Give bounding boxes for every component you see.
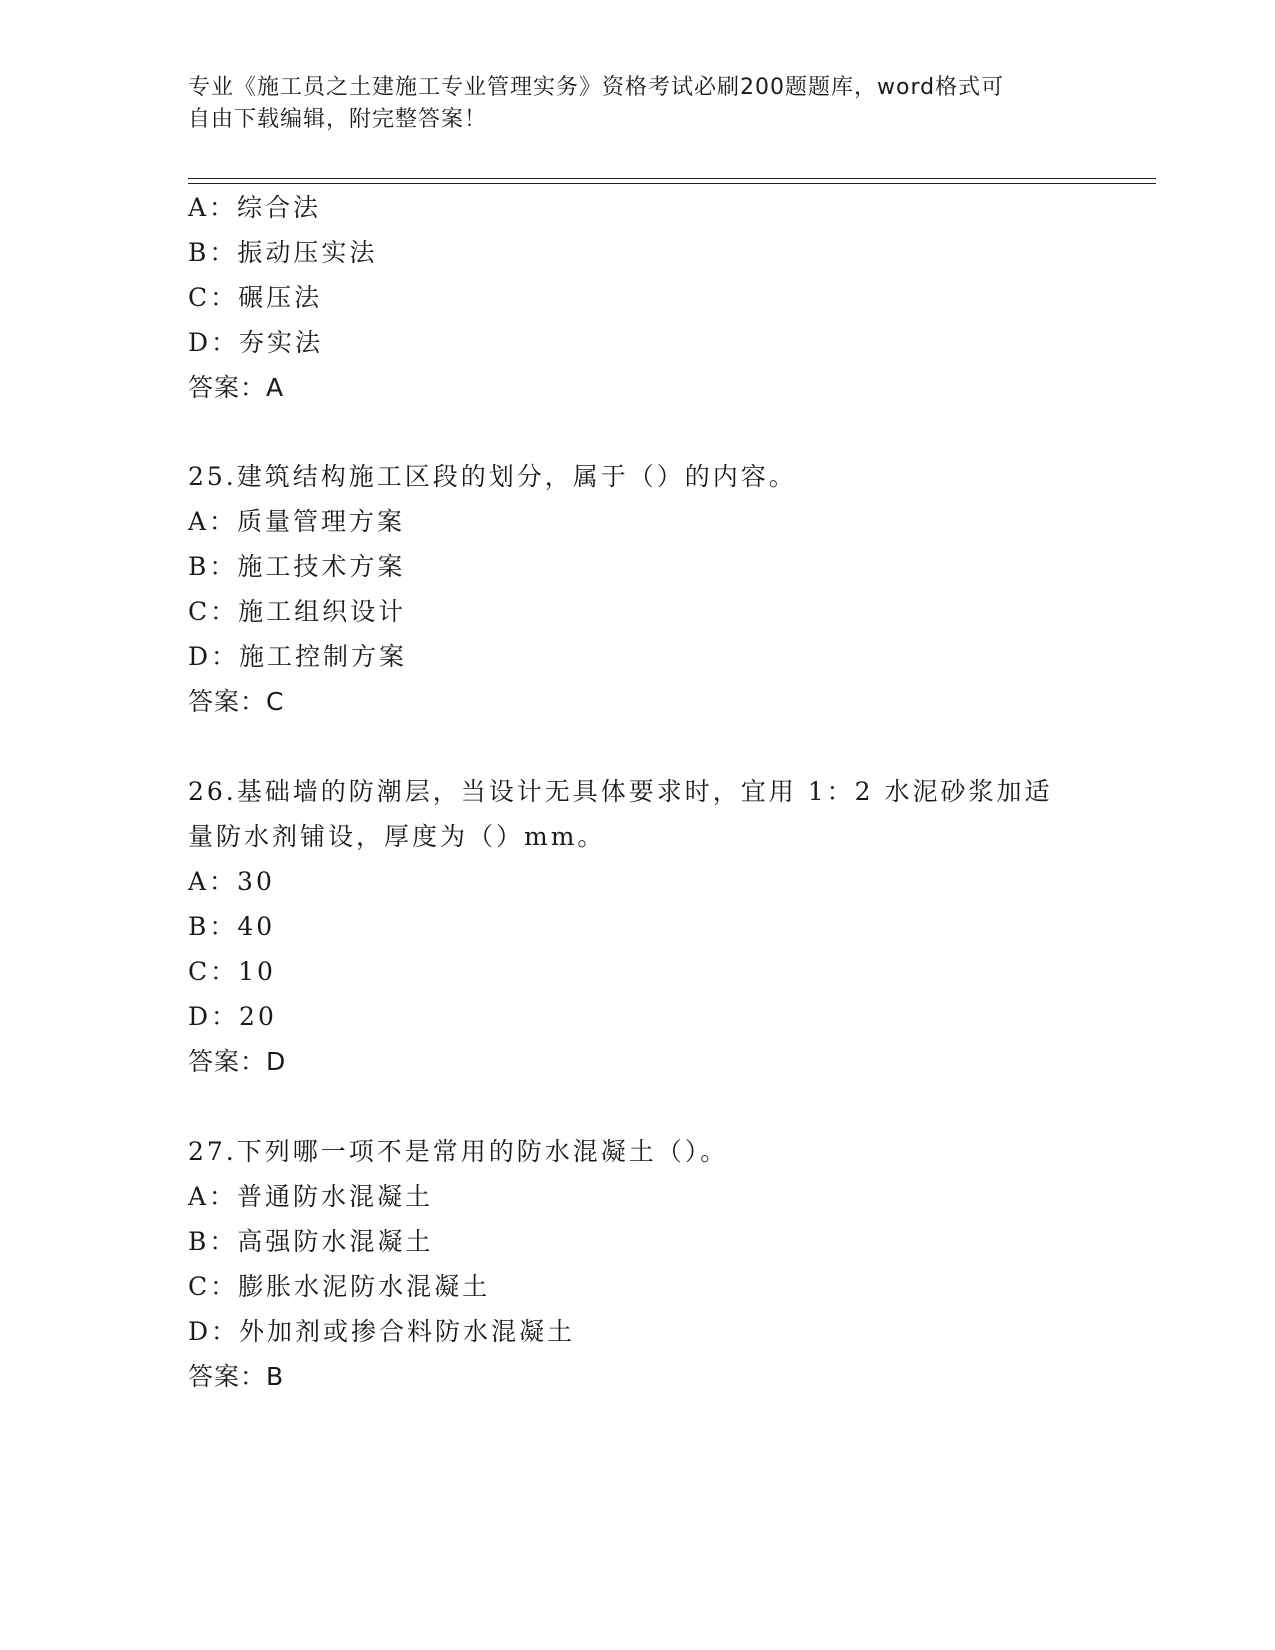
option-a: A：综合法 bbox=[188, 193, 322, 222]
answer-label: 答案：C bbox=[188, 687, 285, 716]
option-d: D：外加剂或掺合料防水混凝土 bbox=[188, 1317, 576, 1346]
option-a: A：30 bbox=[188, 867, 275, 896]
option-d: D：20 bbox=[188, 1002, 277, 1031]
option-b: B：振动压实法 bbox=[188, 238, 378, 267]
option-b: B：40 bbox=[188, 912, 276, 941]
question-text: 27.下列哪一项不是常用的防水混凝土（）。 bbox=[188, 1137, 729, 1166]
header-divider-bottom bbox=[188, 183, 1156, 184]
question-text: 25.建筑结构施工区段的划分，属于（）的内容。 bbox=[188, 462, 797, 491]
answer-label: 答案：A bbox=[188, 373, 285, 402]
option-c: C：施工组织设计 bbox=[188, 597, 407, 626]
option-b: B：高强防水混凝土 bbox=[188, 1227, 434, 1256]
option-b: B：施工技术方案 bbox=[188, 552, 406, 581]
option-d: D：施工控制方案 bbox=[188, 642, 408, 671]
option-d: D：夯实法 bbox=[188, 328, 324, 357]
header-line-2: 自由下载编辑，附完整答案！ bbox=[188, 107, 488, 132]
answer-label: 答案：B bbox=[188, 1362, 285, 1391]
answer-label: 答案：D bbox=[188, 1047, 287, 1076]
option-a: A：普通防水混凝土 bbox=[188, 1182, 434, 1211]
document-header bbox=[188, 72, 1088, 136]
option-c: C：膨胀水泥防水混凝土 bbox=[188, 1272, 491, 1301]
header-line-1: 专业《施工员之土建施工专业管理实务》资格考试必刷200题题库，word格式可 bbox=[188, 75, 1005, 100]
option-c: C：碾压法 bbox=[188, 283, 323, 312]
question-text-continued: 量防水剂铺设，厚度为（）mm。 bbox=[188, 822, 606, 851]
header-divider-top bbox=[188, 178, 1156, 179]
option-a: A：质量管理方案 bbox=[188, 507, 406, 536]
question-text: 26.基础墙的防潮层，当设计无具体要求时，宜用 1：2 水泥砂浆加适 bbox=[188, 777, 1053, 806]
option-c: C：10 bbox=[188, 957, 276, 986]
